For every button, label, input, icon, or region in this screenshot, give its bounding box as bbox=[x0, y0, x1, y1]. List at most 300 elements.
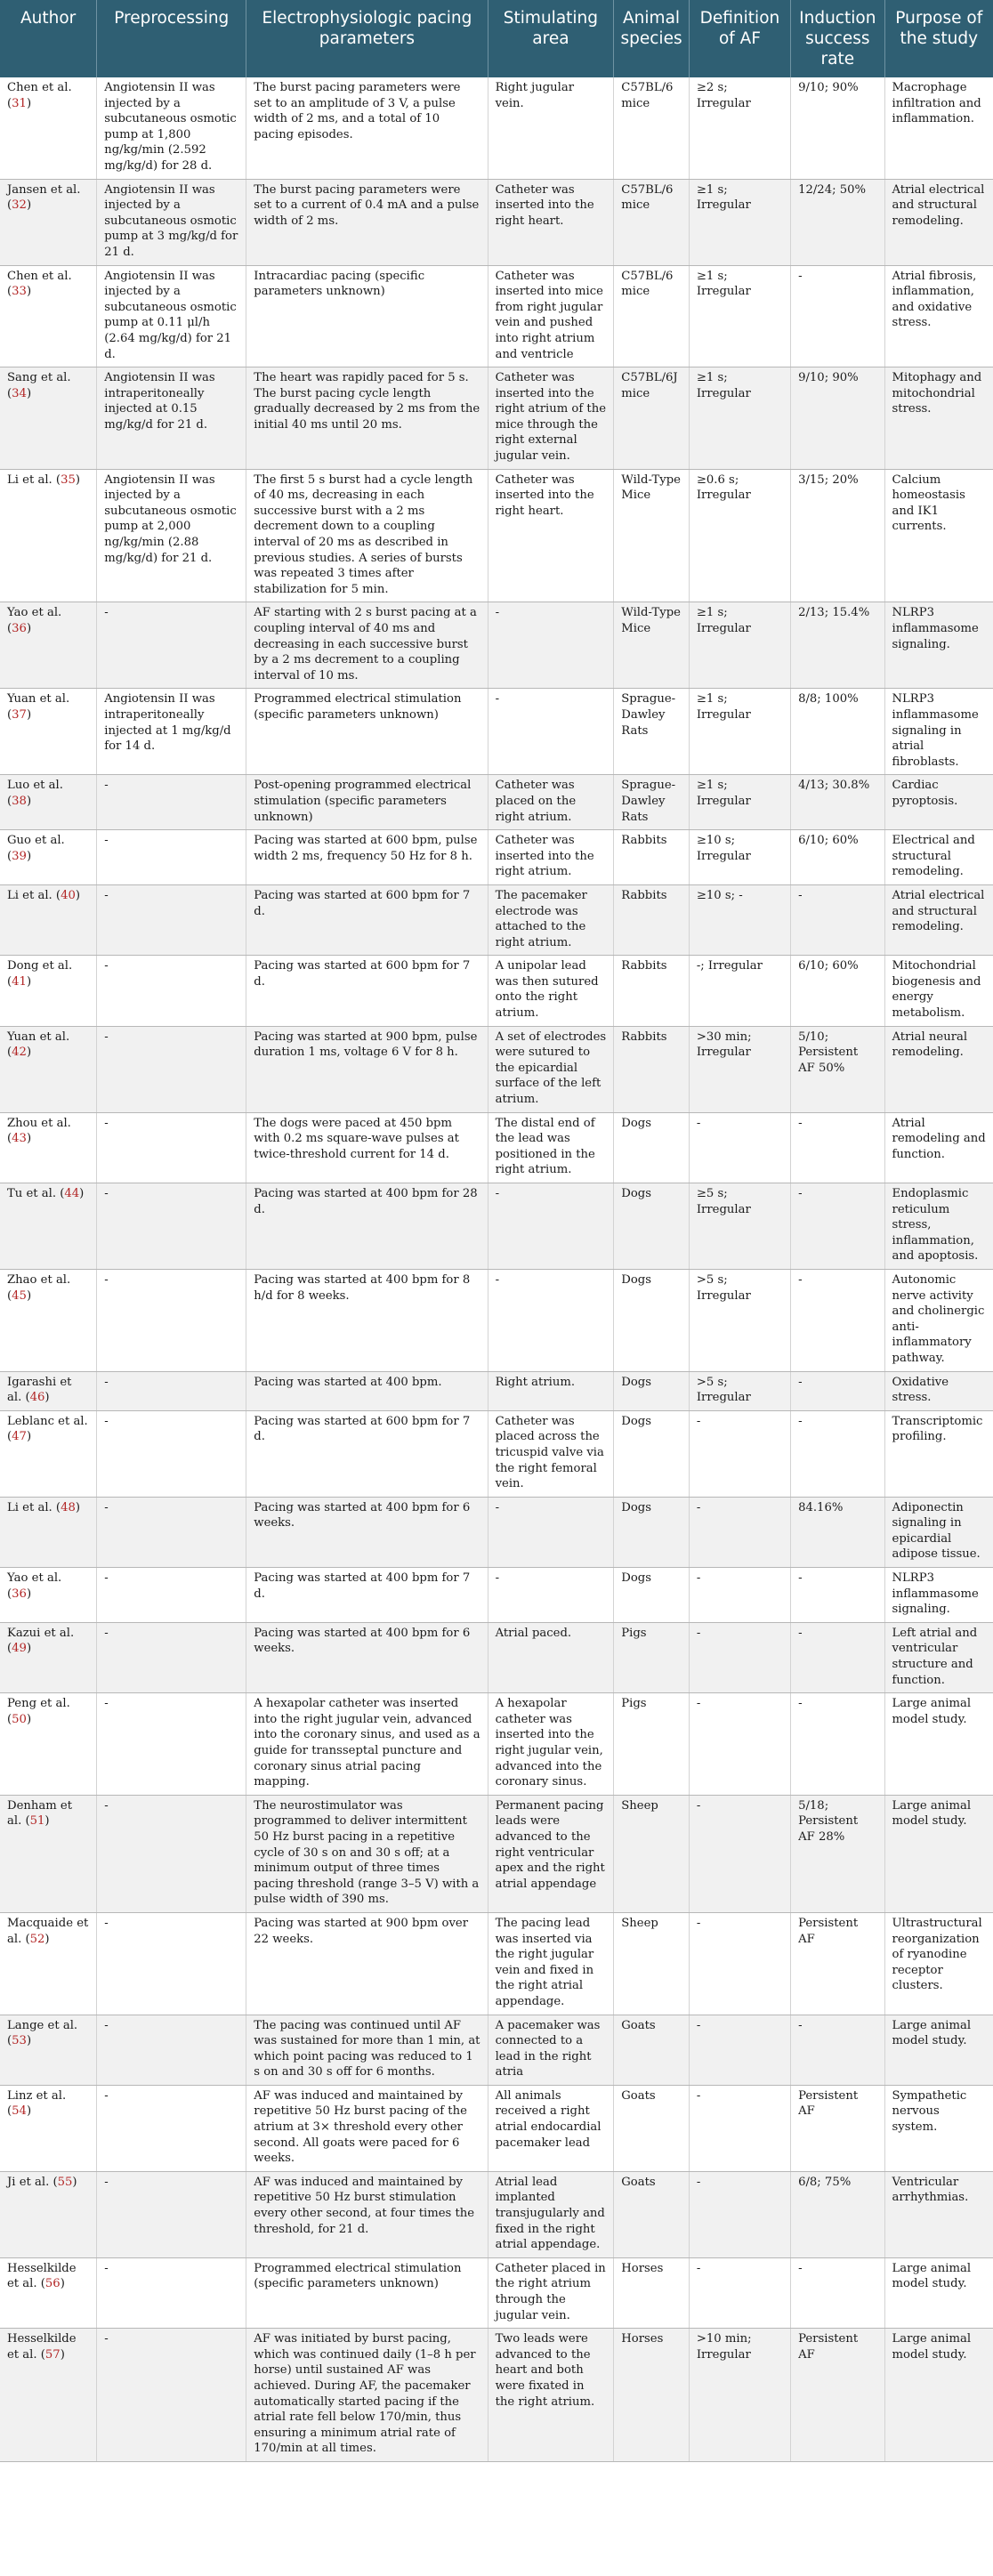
header-pacing-parameters: Electrophysiologic pacing parameters bbox=[246, 0, 488, 77]
cell-preprocessing: - bbox=[97, 830, 246, 885]
cell-induction-rate: - bbox=[791, 2015, 884, 2085]
reference-close-paren: ) bbox=[60, 2347, 65, 2362]
cell-stimulating-area: - bbox=[488, 1568, 614, 1623]
cell-definition-af: ≥2 s; Irregular bbox=[689, 77, 790, 179]
cell-definition-af: - bbox=[689, 1693, 790, 1796]
table-row bbox=[0, 1795, 993, 1912]
cell-pacing-parameters: The burst pacing parameters were set to a current of 0.4 mA and a pulse width of 2 ms. bbox=[246, 179, 488, 265]
cell-induction-rate: 2/13; 15.4% bbox=[791, 602, 884, 689]
cell-purpose: NLRP3 inflammasome signaling in atrial fibroblasts. bbox=[884, 689, 993, 775]
cell-definition-af: ≥0.6 s; Irregular bbox=[689, 469, 790, 602]
cell-stimulating-area: - bbox=[488, 689, 614, 775]
cell-induction-rate: 4/13; 30.8% bbox=[791, 775, 884, 830]
cell-preprocessing: - bbox=[97, 1622, 246, 1692]
cell-animal-species: Dogs bbox=[614, 1112, 690, 1183]
cell-author bbox=[0, 2171, 97, 2257]
author-name: Peng et al. ( bbox=[7, 1697, 70, 1726]
cell-preprocessing: - bbox=[97, 1497, 246, 1567]
cell-induction-rate: 6/10; 60% bbox=[791, 830, 884, 885]
reference-link[interactable]: 36 bbox=[12, 1587, 27, 1601]
table-body bbox=[0, 77, 993, 2461]
reference-link[interactable]: 57 bbox=[44, 2347, 61, 2362]
cell-animal-species: Dogs bbox=[614, 1568, 690, 1623]
cell-definition-af: - bbox=[689, 1795, 790, 1912]
cell-pacing-parameters: Pacing was started at 900 bpm over 22 weeks. bbox=[246, 1912, 488, 2015]
cell-induction-rate: 6/8; 75% bbox=[791, 2171, 884, 2257]
cell-definition-af: - bbox=[689, 1568, 790, 1623]
author-name: Tu et al. ( bbox=[7, 1187, 65, 1200]
reference-link[interactable]: 50 bbox=[12, 1712, 27, 1726]
cell-definition-af: ≥5 s; Irregular bbox=[689, 1183, 790, 1270]
cell-pacing-parameters: Pacing was started at 400 bpm. bbox=[246, 1371, 488, 1410]
cell-author bbox=[0, 2329, 97, 2462]
reference-close-paren: ) bbox=[26, 707, 32, 722]
cell-pacing-parameters: The heart was rapidly paced for 5 s. The burst pacing cycle length gradually decreased by 2 ms from the initial 40 ms until 20 ms. bbox=[246, 367, 488, 470]
reference-link[interactable]: 49 bbox=[12, 1642, 27, 1656]
cell-purpose: Ventricular arrhythmias. bbox=[884, 2171, 993, 2257]
cell-definition-af: - bbox=[689, 1112, 790, 1183]
cell-stimulating-area: Catheter was inserted into the right heart. bbox=[488, 179, 614, 265]
cell-purpose: Atrial remodeling and function. bbox=[884, 1112, 993, 1183]
cell-pacing-parameters: Pacing was started at 600 bpm, pulse width 2 ms, frequency 50 Hz for 8 h. bbox=[246, 830, 488, 885]
reference-close-paren: ) bbox=[26, 1132, 32, 1146]
cell-induction-rate: - bbox=[791, 1693, 884, 1796]
cell-preprocessing: Angiotensin II was intraperitoneally injected at 1 mg/kg/d for 14 d. bbox=[97, 689, 246, 775]
author-name: Zhao et al. ( bbox=[7, 1272, 71, 1303]
cell-animal-species: Dogs bbox=[614, 1183, 690, 1270]
reference-close-paren: ) bbox=[72, 2175, 77, 2189]
cell-purpose: Mitochondrial biogenesis and energy metabolism. bbox=[884, 956, 993, 1026]
author-name: Jansen et al. ( bbox=[7, 182, 81, 213]
reference-link[interactable]: 33 bbox=[12, 285, 27, 299]
cell-preprocessing: - bbox=[97, 775, 246, 830]
cell-author bbox=[0, 1497, 97, 1567]
cell-animal-species: Goats bbox=[614, 2015, 690, 2085]
cell-animal-species: Pigs bbox=[614, 1693, 690, 1796]
cell-pacing-parameters: Pacing was started at 400 bpm for 6 weeks. bbox=[246, 1622, 488, 1692]
cell-animal-species: Rabbits bbox=[614, 884, 690, 955]
cell-pacing-parameters: The neurostimulator was programmed to deliver intermittent 50 Hz burst pacing in a repetitive cycle of 30 s on and 30 s off; at a minimum output of three times pacing threshold (range 3–5 V) with a pulse width of 390 ms. bbox=[246, 1795, 488, 1912]
cell-purpose: Calcium homeostasis and IK1 currents. bbox=[884, 469, 993, 602]
table-row bbox=[0, 830, 993, 885]
table-row bbox=[0, 1026, 993, 1112]
cell-author bbox=[0, 689, 97, 775]
cell-purpose: Large animal model study. bbox=[884, 1795, 993, 1912]
cell-pacing-parameters: AF starting with 2 s burst pacing at a coupling interval of 40 ms and decreasing in each successive burst by a 2 ms decrement to a coupling interval of 10 ms. bbox=[246, 602, 488, 689]
author-name: Chen et al. ( bbox=[7, 81, 72, 110]
cell-stimulating-area: Catheter was placed on the right atrium. bbox=[488, 775, 614, 830]
cell-induction-rate: - bbox=[791, 1269, 884, 1371]
reference-link[interactable]: 56 bbox=[44, 2277, 61, 2291]
cell-pacing-parameters: The burst pacing parameters were set to an amplitude of 3 V, a pulse width of 2 ms, and a total of 10 pacing episodes. bbox=[246, 77, 488, 179]
reference-link[interactable]: 32 bbox=[12, 198, 27, 213]
reference-link[interactable]: 34 bbox=[12, 386, 27, 400]
reference-link[interactable]: 36 bbox=[12, 622, 27, 635]
cell-author bbox=[0, 1568, 97, 1623]
cell-induction-rate: 8/8; 100% bbox=[791, 689, 884, 775]
cell-stimulating-area: Catheter was inserted into mice from right jugular vein and pushed into right atrium and ventricle bbox=[488, 265, 614, 367]
table-row bbox=[0, 2171, 993, 2257]
cell-induction-rate: 12/24; 50% bbox=[791, 179, 884, 265]
cell-pacing-parameters: Pacing was started at 400 bpm for 28 d. bbox=[246, 1183, 488, 1270]
cell-definition-af: -; Irregular bbox=[689, 956, 790, 1026]
cell-definition-af: ≥1 s; Irregular bbox=[689, 179, 790, 265]
reference-link[interactable]: 39 bbox=[12, 849, 27, 863]
cell-author bbox=[0, 884, 97, 955]
cell-stimulating-area: Two leads were advanced to the heart and both were fixated in the right atrium. bbox=[488, 2329, 614, 2462]
cell-author bbox=[0, 1912, 97, 2015]
cell-definition-af: ≥1 s; Irregular bbox=[689, 265, 790, 367]
cell-preprocessing: - bbox=[97, 2329, 246, 2462]
reference-close-paren: ) bbox=[44, 1391, 50, 1405]
cell-animal-species: Dogs bbox=[614, 1497, 690, 1567]
header-definition-af: Definition of AF bbox=[689, 0, 790, 77]
cell-purpose: Large animal model study. bbox=[884, 2329, 993, 2462]
reference-close-paren: ) bbox=[26, 1288, 32, 1303]
cell-definition-af: >5 s; Irregular bbox=[689, 1269, 790, 1371]
author-name: Macquaide et al. ( bbox=[7, 1916, 89, 1946]
reference-link[interactable]: 48 bbox=[61, 1500, 76, 1514]
reference-close-paren: ) bbox=[44, 1814, 50, 1829]
table-row bbox=[0, 689, 993, 775]
header-animal-species: Animal species bbox=[614, 0, 690, 77]
cell-pacing-parameters: AF was initiated by burst pacing, which was continued daily (1–8 h per horse) until sustained AF was achieved. During AF, the pacemaker automatically started pacing if the atrial rate fell below 170/min, thus ensuring a minimum atrial rate of 170/min at all times. bbox=[246, 2329, 488, 2462]
reference-close-paren: ) bbox=[26, 1712, 32, 1726]
cell-stimulating-area: - bbox=[488, 602, 614, 689]
author-name: Li et al. ( bbox=[7, 1500, 61, 1514]
cell-preprocessing: - bbox=[97, 1183, 246, 1270]
reference-link[interactable]: 40 bbox=[61, 888, 76, 902]
cell-purpose: Atrial electrical and structural remodeling. bbox=[884, 884, 993, 955]
cell-author bbox=[0, 956, 97, 1026]
author-name: Hesselkilde et al. ( bbox=[7, 2332, 77, 2362]
table-row bbox=[0, 1112, 993, 1183]
cell-animal-species: Sprague-Dawley Rats bbox=[614, 775, 690, 830]
cell-purpose: Large animal model study. bbox=[884, 2257, 993, 2328]
cell-stimulating-area: Catheter was placed across the tricuspid valve via the right femoral vein. bbox=[488, 1410, 614, 1497]
cell-preprocessing: - bbox=[97, 2257, 246, 2328]
cell-pacing-parameters: Pacing was started at 400 bpm for 6 weeks. bbox=[246, 1497, 488, 1567]
cell-preprocessing: - bbox=[97, 2085, 246, 2171]
cell-author bbox=[0, 602, 97, 689]
cell-definition-af: ≥10 s; - bbox=[689, 884, 790, 955]
cell-purpose: Cardiac pyroptosis. bbox=[884, 775, 993, 830]
cell-animal-species: Sprague-Dawley Rats bbox=[614, 689, 690, 775]
reference-close-paren: ) bbox=[26, 198, 32, 213]
reference-link[interactable]: 45 bbox=[12, 1288, 27, 1303]
reference-link[interactable]: 31 bbox=[12, 96, 27, 110]
cell-animal-species: Sheep bbox=[614, 1912, 690, 2015]
reference-close-paren: ) bbox=[60, 2277, 65, 2291]
table-row bbox=[0, 469, 993, 602]
table-row bbox=[0, 2085, 993, 2171]
reference-close-paren: ) bbox=[26, 1587, 32, 1601]
cell-animal-species: Dogs bbox=[614, 1371, 690, 1410]
cell-stimulating-area: A hexapolar catheter was inserted into the right jugular vein, advanced into the coronary sinus. bbox=[488, 1693, 614, 1796]
cell-purpose: Left atrial and ventricular structure and function. bbox=[884, 1622, 993, 1692]
cell-preprocessing: - bbox=[97, 1410, 246, 1497]
reference-link[interactable]: 37 bbox=[12, 707, 27, 722]
cell-animal-species: Wild-Type Mice bbox=[614, 602, 690, 689]
cell-animal-species: Rabbits bbox=[614, 1026, 690, 1112]
cell-purpose: Large animal model study. bbox=[884, 2015, 993, 2085]
cell-purpose: Adiponectin signaling in epicardial adipose tissue. bbox=[884, 1497, 993, 1567]
cell-purpose: Endoplasmic reticulum stress, inflammation, and apoptosis. bbox=[884, 1183, 993, 1270]
cell-definition-af: ≥1 s; Irregular bbox=[689, 367, 790, 470]
cell-pacing-parameters: Programmed electrical stimulation (specific parameters unknown) bbox=[246, 689, 488, 775]
reference-link[interactable]: 42 bbox=[12, 1046, 27, 1060]
cell-pacing-parameters: The dogs were paced at 450 bpm with 0.2 ms square-wave pulses at twice-threshold current for 14 d. bbox=[246, 1112, 488, 1183]
author-name: Hesselkilde et al. ( bbox=[7, 2261, 77, 2291]
header-author: Author bbox=[0, 0, 97, 77]
cell-author bbox=[0, 775, 97, 830]
cell-author bbox=[0, 1269, 97, 1371]
cell-definition-af: - bbox=[689, 2085, 790, 2171]
cell-pacing-parameters: Intracardiac pacing (specific parameters unknown) bbox=[246, 265, 488, 367]
table-row bbox=[0, 1497, 993, 1567]
cell-stimulating-area: Atrial paced. bbox=[488, 1622, 614, 1692]
cell-pacing-parameters: A hexapolar catheter was inserted into the right jugular vein, advanced into the coronary sinus, and used as a guide for transseptal puncture and coronary sinus atrial pacing mapping. bbox=[246, 1693, 488, 1796]
reference-link[interactable]: 38 bbox=[12, 794, 27, 808]
cell-author bbox=[0, 367, 97, 470]
cell-induction-rate: - bbox=[791, 265, 884, 367]
reference-close-paren: ) bbox=[26, 794, 32, 808]
reference-close-paren: ) bbox=[75, 472, 81, 487]
table-row bbox=[0, 1912, 993, 2015]
cell-preprocessing: - bbox=[97, 602, 246, 689]
reference-close-paren: ) bbox=[26, 1642, 32, 1656]
cell-author bbox=[0, 1371, 97, 1410]
cell-preprocessing: - bbox=[97, 1912, 246, 2015]
table-row bbox=[0, 2329, 993, 2462]
cell-induction-rate: - bbox=[791, 1183, 884, 1270]
reference-close-paren: ) bbox=[26, 96, 32, 110]
header-induction-rate: Induction success rate bbox=[791, 0, 884, 77]
cell-author bbox=[0, 1795, 97, 1912]
cell-preprocessing: - bbox=[97, 1795, 246, 1912]
cell-author bbox=[0, 1410, 97, 1497]
author-name: Yao et al. ( bbox=[7, 1571, 62, 1601]
cell-stimulating-area: Catheter was inserted into the right atrium. bbox=[488, 830, 614, 885]
cell-pacing-parameters: Pacing was started at 400 bpm for 7 d. bbox=[246, 1568, 488, 1623]
reference-close-paren: ) bbox=[26, 1430, 32, 1444]
cell-definition-af: - bbox=[689, 1912, 790, 2015]
table-row bbox=[0, 956, 993, 1026]
author-name: Lange et al. ( bbox=[7, 2018, 78, 2048]
reference-link[interactable]: 43 bbox=[12, 1132, 27, 1146]
cell-preprocessing: Angiotensin II was injected by a subcutaneous osmotic pump at 2,000 ng/kg/min (2.88 mg/kg/d) for 21 d. bbox=[97, 469, 246, 602]
cell-preprocessing: Angiotensin II was injected by a subcutaneous osmotic pump at 1,800 ng/kg/min (2.592 mg/kg/d) for 28 d. bbox=[97, 77, 246, 179]
cell-induction-rate: - bbox=[791, 1568, 884, 1623]
cell-author bbox=[0, 265, 97, 367]
cell-author bbox=[0, 469, 97, 602]
cell-stimulating-area: The pacemaker electrode was attached to the right atrium. bbox=[488, 884, 614, 955]
cell-animal-species: Goats bbox=[614, 2085, 690, 2171]
cell-induction-rate: 6/10; 60% bbox=[791, 956, 884, 1026]
cell-pacing-parameters: AF was induced and maintained by repetitive 50 Hz burst pacing of the atrium at 3× threshold every other second. All goats were paced for 6 weeks. bbox=[246, 2085, 488, 2171]
author-name: Linz et al. ( bbox=[7, 2088, 67, 2119]
cell-animal-species: Rabbits bbox=[614, 830, 690, 885]
cell-stimulating-area: Catheter placed in the right atrium through the jugular vein. bbox=[488, 2257, 614, 2328]
reference-link[interactable]: 55 bbox=[57, 2175, 73, 2189]
cell-purpose: Macrophage infiltration and inflammation. bbox=[884, 77, 993, 179]
table-row bbox=[0, 884, 993, 955]
cell-definition-af: >30 min; Irregular bbox=[689, 1026, 790, 1112]
cell-stimulating-area: Right jugular vein. bbox=[488, 77, 614, 179]
cell-definition-af: ≥1 s; Irregular bbox=[689, 775, 790, 830]
cell-stimulating-area: A set of electrodes were sutured to the epicardial surface of the left atrium. bbox=[488, 1026, 614, 1112]
cell-induction-rate: - bbox=[791, 2257, 884, 2328]
header-stimulating-area: Stimulating area bbox=[488, 0, 614, 77]
cell-preprocessing: - bbox=[97, 956, 246, 1026]
cell-purpose: Large animal model study. bbox=[884, 1693, 993, 1796]
cell-animal-species: Dogs bbox=[614, 1269, 690, 1371]
cell-stimulating-area: - bbox=[488, 1269, 614, 1371]
cell-preprocessing: - bbox=[97, 2171, 246, 2257]
author-name: Yuan et al. ( bbox=[7, 692, 70, 722]
reference-link[interactable]: 54 bbox=[12, 2104, 27, 2119]
cell-preprocessing: Angiotensin II was intraperitoneally injected at 0.15 mg/kg/d for 21 d. bbox=[97, 367, 246, 470]
cell-purpose: Electrical and structural remodeling. bbox=[884, 830, 993, 885]
cell-purpose: Atrial fibrosis, inflammation, and oxidative stress. bbox=[884, 265, 993, 367]
reference-link[interactable]: 44 bbox=[64, 1187, 80, 1200]
cell-author bbox=[0, 1622, 97, 1692]
table-row bbox=[0, 1269, 993, 1371]
table-row bbox=[0, 77, 993, 179]
cell-purpose: Mitophagy and mitochondrial stress. bbox=[884, 367, 993, 470]
author-name: Li et al. ( bbox=[7, 472, 61, 487]
table-row bbox=[0, 1622, 993, 1692]
cell-definition-af: - bbox=[689, 2257, 790, 2328]
reference-close-paren: ) bbox=[75, 1500, 81, 1514]
cell-author bbox=[0, 1026, 97, 1112]
reference-close-paren: ) bbox=[26, 386, 32, 400]
reference-link[interactable]: 53 bbox=[12, 2034, 27, 2048]
cell-stimulating-area: - bbox=[488, 1183, 614, 1270]
table-row bbox=[0, 367, 993, 470]
cell-induction-rate: 84.16% bbox=[791, 1497, 884, 1567]
author-name: Yao et al. ( bbox=[7, 606, 62, 635]
author-name: Yuan et al. ( bbox=[7, 1030, 70, 1060]
cell-animal-species: C57BL/6J mice bbox=[614, 367, 690, 470]
cell-stimulating-area: Catheter was inserted into the right heart. bbox=[488, 469, 614, 602]
cell-preprocessing: Angiotensin II was injected by a subcutaneous osmotic pump at 0.11 μl/h (2.64 mg/kg/d) for 21 d. bbox=[97, 265, 246, 367]
author-name: Kazui et al. ( bbox=[7, 1626, 75, 1656]
cell-induction-rate: - bbox=[791, 1371, 884, 1410]
cell-preprocessing: - bbox=[97, 2015, 246, 2085]
cell-animal-species: Sheep bbox=[614, 1795, 690, 1912]
header-preprocessing: Preprocessing bbox=[97, 0, 246, 77]
cell-induction-rate: - bbox=[791, 1410, 884, 1497]
cell-author bbox=[0, 1693, 97, 1796]
cell-animal-species: C57BL/6 mice bbox=[614, 265, 690, 367]
author-name: Ji et al. ( bbox=[7, 2175, 58, 2189]
table-row bbox=[0, 2257, 993, 2328]
cell-pacing-parameters: Pacing was started at 600 bpm for 7 d. bbox=[246, 884, 488, 955]
cell-definition-af: - bbox=[689, 2015, 790, 2085]
cell-purpose: NLRP3 inflammasome signaling. bbox=[884, 602, 993, 689]
reference-link[interactable]: 35 bbox=[61, 472, 76, 487]
cell-definition-af: >5 s; Irregular bbox=[689, 1371, 790, 1410]
table-row bbox=[0, 775, 993, 830]
cell-author bbox=[0, 2015, 97, 2085]
cell-animal-species: Goats bbox=[614, 2171, 690, 2257]
author-name: Denham et al. ( bbox=[7, 1798, 73, 1829]
cell-stimulating-area: All animals received a right atrial endocardial pacemaker lead bbox=[488, 2085, 614, 2171]
reference-close-paren: ) bbox=[26, 622, 32, 635]
cell-purpose: Oxidative stress. bbox=[884, 1371, 993, 1410]
author-name: Dong et al. ( bbox=[7, 959, 73, 989]
author-name: Li et al. ( bbox=[7, 888, 61, 902]
cell-stimulating-area: Right atrium. bbox=[488, 1371, 614, 1410]
cell-preprocessing: Angiotensin II was injected by a subcutaneous osmotic pump at 3 mg/kg/d for 21 d. bbox=[97, 179, 246, 265]
cell-stimulating-area: A unipolar lead was then sutured onto the right atrium. bbox=[488, 956, 614, 1026]
cell-author bbox=[0, 179, 97, 265]
cell-preprocessing: - bbox=[97, 884, 246, 955]
reference-link[interactable]: 46 bbox=[29, 1391, 45, 1405]
reference-link[interactable]: 52 bbox=[29, 1932, 45, 1946]
cell-author bbox=[0, 830, 97, 885]
cell-animal-species: C57BL/6 mice bbox=[614, 77, 690, 179]
cell-induction-rate: 9/10; 90% bbox=[791, 77, 884, 179]
cell-definition-af: ≥10 s; Irregular bbox=[689, 830, 790, 885]
cell-stimulating-area: Catheter was inserted into the right atrium of the mice through the right external jugular vein. bbox=[488, 367, 614, 470]
reference-link[interactable]: 51 bbox=[29, 1814, 45, 1829]
cell-induction-rate: 5/18; Persistent AF 28% bbox=[791, 1795, 884, 1912]
cell-animal-species: Wild-Type Mice bbox=[614, 469, 690, 602]
cell-pacing-parameters: Post-opening programmed electrical stimulation (specific parameters unknown) bbox=[246, 775, 488, 830]
cell-definition-af: >10 min; Irregular bbox=[689, 2329, 790, 2462]
cell-animal-species: Dogs bbox=[614, 1410, 690, 1497]
cell-induction-rate: 3/15; 20% bbox=[791, 469, 884, 602]
cell-purpose: Transcriptomic profiling. bbox=[884, 1410, 993, 1497]
cell-pacing-parameters: Pacing was started at 900 bpm, pulse duration 1 ms, voltage 6 V for 8 h. bbox=[246, 1026, 488, 1112]
cell-induction-rate: Persistent AF bbox=[791, 2329, 884, 2462]
author-name: Luo et al. ( bbox=[7, 779, 63, 808]
cell-author bbox=[0, 1183, 97, 1270]
cell-induction-rate: 9/10; 90% bbox=[791, 367, 884, 470]
table-row bbox=[0, 1371, 993, 1410]
author-name: Chen et al. ( bbox=[7, 269, 72, 299]
cell-preprocessing: - bbox=[97, 1112, 246, 1183]
cell-stimulating-area: Atrial lead implanted transjugularly and fixed in the right atrial appendage. bbox=[488, 2171, 614, 2257]
cell-definition-af: ≥1 s; Irregular bbox=[689, 689, 790, 775]
reference-close-paren: ) bbox=[26, 1046, 32, 1060]
reference-link[interactable]: 41 bbox=[12, 974, 27, 989]
table-row bbox=[0, 1568, 993, 1623]
header-row bbox=[0, 0, 993, 77]
cell-pacing-parameters: Pacing was started at 600 bpm for 7 d. bbox=[246, 1410, 488, 1497]
cell-stimulating-area: The distal end of the lead was positioned in the right atrium. bbox=[488, 1112, 614, 1183]
cell-induction-rate: - bbox=[791, 1622, 884, 1692]
reference-close-paren: ) bbox=[26, 849, 32, 863]
cell-stimulating-area: - bbox=[488, 1497, 614, 1567]
reference-link[interactable]: 47 bbox=[12, 1430, 27, 1444]
cell-pacing-parameters: Programmed electrical stimulation (specific parameters unknown) bbox=[246, 2257, 488, 2328]
cell-preprocessing: - bbox=[97, 1269, 246, 1371]
table-row bbox=[0, 1410, 993, 1497]
author-name: Guo et al. ( bbox=[7, 834, 65, 863]
author-name: Zhou et al. ( bbox=[7, 1116, 71, 1146]
cell-purpose: Ultrastructural reorganization of ryanodine receptor clusters. bbox=[884, 1912, 993, 2015]
reference-close-paren: ) bbox=[79, 1187, 85, 1200]
cell-author bbox=[0, 2085, 97, 2171]
table-row bbox=[0, 265, 993, 367]
table-row bbox=[0, 1693, 993, 1796]
cell-stimulating-area: A pacemaker was connected to a lead in the right atria bbox=[488, 2015, 614, 2085]
cell-pacing-parameters: The pacing was continued until AF was sustained for more than 1 min, at which point pacing was reduced to 1 s on and 30 s off for 6 months. bbox=[246, 2015, 488, 2085]
cell-induction-rate: - bbox=[791, 1112, 884, 1183]
